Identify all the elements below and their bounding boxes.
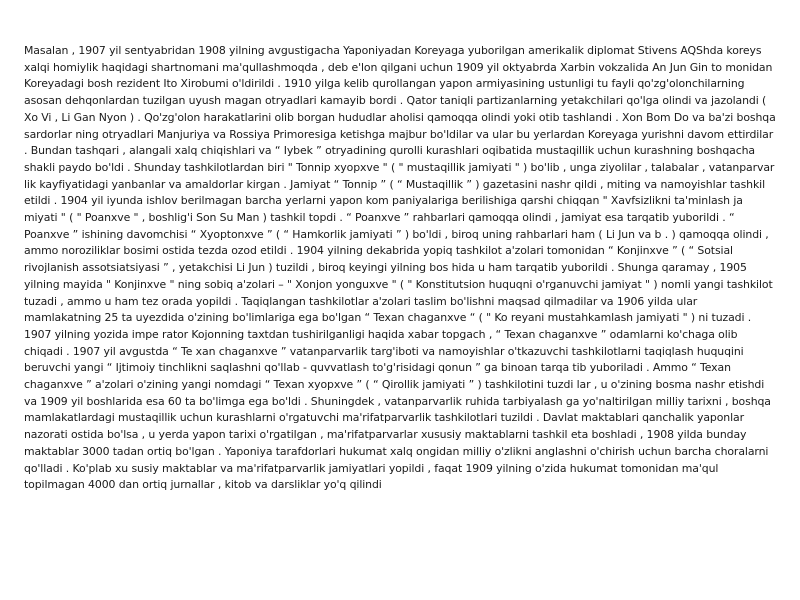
body-paragraph: Masalan , 1907 yil sentyabridan 1908 yilning avgustigacha Yaponiyadan Koreyaga yuborilgan amerikalik diplomat Stivens AQShda koreys xalqi homiylik haqidagi shartnomani ma'qullashmoqda , deb e'lon qilgani uchun 1909 yil oktyabrda Xarbin vokzalida An Jun Gin to monidan Koreyadagi bosh rezident Ito Xirobumi o'ldirildi . 1910 yilga kelib qurollangan yapon armiyasining ustunligi tu fayli qo'zg'olonchilarning asosan dehqonlardan tuzilgan uyush magan otryadlari kamayib bordi . Qator taniqli partizanlarning yetakchilari qo'lga olindi va jazolandi ( Xo Vi , Li Gan Nyon ) . Qo'zg'olon harakatlarini olib borgan hududlar aholisi qamoqqa olindi yoki otib tashlandi . Xon Bom Do va ba'zi boshqa sardorlar ning otryadlari Manjuriya va Rossiya Primoresiga ketishga majbur bo'ldilar va ular bu yerlardan Koreyaga yurishni davom ettirdilar . Bundan tashqari , alangali xalq chiqishlari va “ Iybek ” otryadining qurolli kurashlari oqibatida mustaqillik uchun kurashning boshqacha shakli paydo bo'ldi . Shunday tashkilotlardan biri " Tonnip xyopxve " ( " mustaqillik jamiyati " ) bo'lib , unga ziyolilar , talabalar , vatanparvar lik kayfiyatidagi yanbanlar va amaldorlar kirgan . Jamiyat “ Tonnip ” ( “ Mustaqillik ” ) gazetasini nashr qildi , miting va namoyishlar tashkil etildi . 1904 yil iyunda ishlov berilmagan barcha yerlarni yapon kom paniyalariga berilishiga qarshi chiqqan " Xavfsizlikni ta'minlash ja miyati " ( " Poanxve " , boshlig'i Son Su Man ) tashkil topdi . “ Poanxve ” rahbarlari qamoqqa olindi , jamiyat esa tarqatib yuborildi . “ Poanxve ” ishining davomchisi “ Xyoptonxve ” ( “ Hamkorlik jamiyati ” ) bo'ldi , biroq uning rahbarlari ham ( Li Jun va b . ) qamoqqa olindi , ammo noroziliklar bosimi ostida tezda ozod etildi . 1904 yilning dekabrida yopiq tashkilot a'zolari tomonidan “ Konjinxve ” ( “ Sotsial rivojlanish assotsiatsiyasi ” , yetakchisi Li Jun ) tuzildi , biroq keyingi yilning bos hida u ham tarqatib yuborildi . Shunga qaramay , 1905 yilning mayida " Konjinxve " ning sobiq a'zolari – " Xonjon yonguxve " ( " Konstitutsion huquqni o'rganuvchi jamiyat " ) nomli yangi tashkilot tuzadi , ammo u ham tez orada yopildi . Taqiqlangan tashkilotlar a'zolari taslim bo'lishni maqsad qilmadilar va 1906 yilda ular mamlakatning 25 ta uyezdida o'zining bo'limlariga ega bo'lgan “ Texan chaganxve “ ( " Ko reyani mustahkamlash jamiyati " ) ni tuzadi . 1907 yilning yozida impe rator Kojonning taxtdan tushirilganligi haqida xabar topgach , “ Texan chaganxve ” odamlarni ko'chaga olib chiqadi . 1907 yil avgustda “ Te xan chaganxve ” vatanparvarlik targ'iboti va namoyishlar o'tkazuvchi tashkilotlarni taqiqlash huquqini beruvchi yangi “ Ijtimoiy tinchlikni saqlashni qo'llab - quvvatlash to'g'risidagi qonun ” ga binoan tarqa tib yuboriladi . Ammo “ Texan chaganxve ” a'zolari o'zining yangi nomdagi “ Texan xyopxve ” ( “ Qirollik jamiyati ” ) tashkilotini tuzdi lar , u o'zining bosma nashr etishdi va 1909 yil boshlarida esa 60 ta bo'limga ega bo'ldi . Shuningdek , vatanparvarlik ruhida tarbiyalash ga yo'naltirilgan milliy tarixni , boshqa mamlakatlardagi mustaqillik uchun kurashlarni o'rgatuvchi ma'rifatparvarlik tashkilotlari tuzildi . Davlat maktablari qanchalik yaponlar nazorati ostida bo'lsa , u yerda yapon tarixi o'rgatilgan , ma'rifatparvarlar xususiy maktablarni tashkil eta boshladi , 1908 yilda bunday maktablar 3000 tadan ortiq bo'lgan . Yaponiya tarafdorlari hukumat xalq ongidan milliy o'zlikni anglashni o'chirish uchun barcha choralarni qo'lladi . Ko'plab xu susiy maktablar va ma'rifatparvarlik jamiyatlari yopildi , faqat 1909 yilning o'zida hukumat tomonidan ma'qul topilmagan 4000 dan ortiq jurnallar , kitob va darsliklar yo'q qilindi xyxy=(24,44,776,492)
document-page xyxy=(24,43,776,494)
